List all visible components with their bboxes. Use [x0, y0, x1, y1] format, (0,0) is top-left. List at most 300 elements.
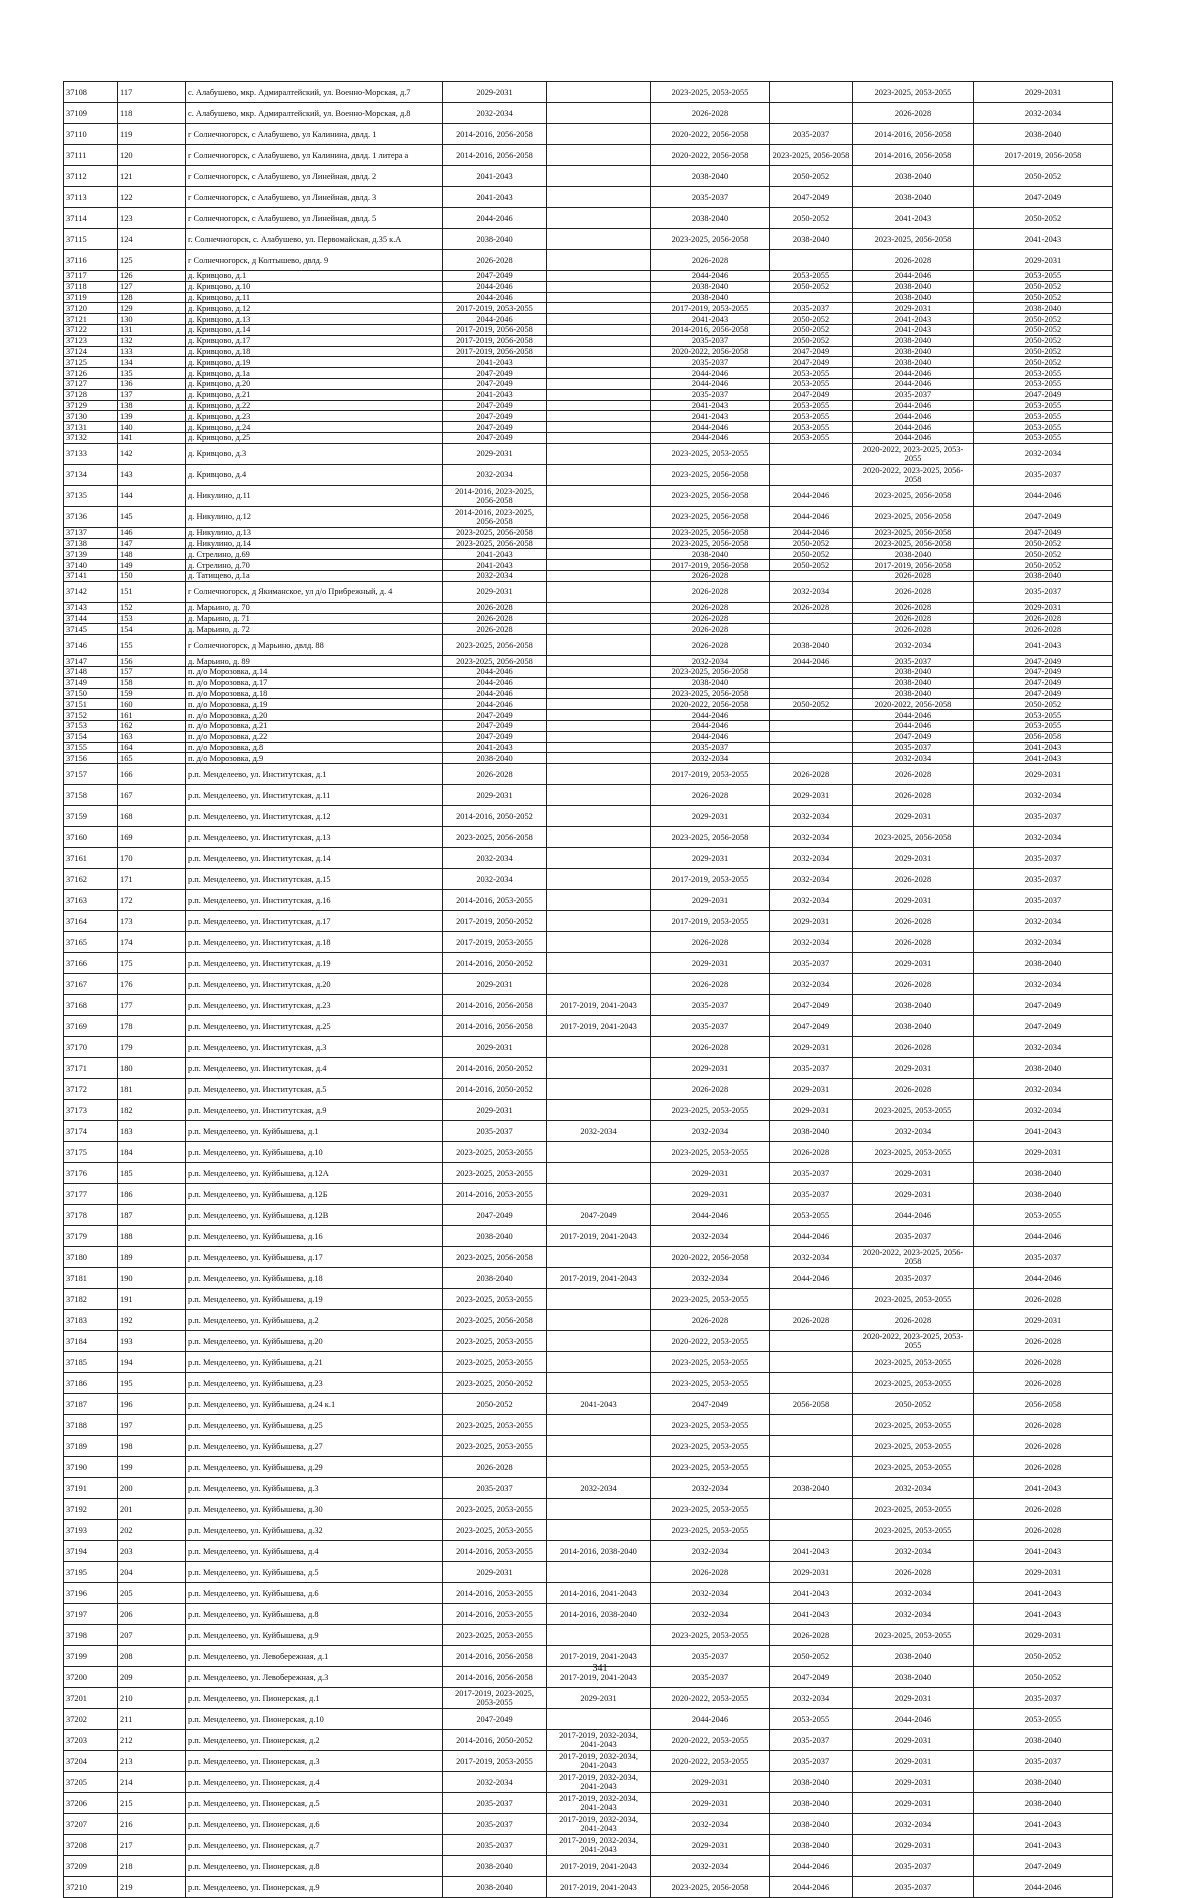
- period-col-7: 2044-2046: [770, 656, 853, 667]
- period-col-8: 2038-2040: [853, 688, 974, 699]
- period-col-7: 2041-2043: [770, 1604, 853, 1625]
- row-number-cell: 152: [118, 602, 186, 613]
- period-col-9: 2038-2040: [974, 1772, 1113, 1793]
- period-col-5: [547, 1331, 651, 1352]
- table-row: [64, 742, 1113, 753]
- period-col-4: 2038-2040: [443, 1226, 547, 1247]
- period-col-5: [547, 806, 651, 827]
- table-row: [64, 124, 1113, 145]
- table-row: [64, 103, 1113, 124]
- period-col-8: 2023-2025, 2056-2058: [853, 485, 974, 506]
- period-col-4: 2023-2025, 2053-2055: [443, 1352, 547, 1373]
- row-id-cell: 37109: [64, 103, 118, 124]
- table-row: [64, 1142, 1113, 1163]
- table-row: [64, 666, 1113, 677]
- table-row: [64, 1856, 1113, 1877]
- period-col-6: 2020-2022, 2056-2058: [651, 699, 770, 710]
- period-col-9: 2032-2034: [974, 974, 1113, 995]
- period-col-5: [547, 1142, 651, 1163]
- table-row: [64, 635, 1113, 656]
- table-row: [64, 1520, 1113, 1541]
- period-col-9: 2047-2049: [974, 677, 1113, 688]
- row-id-cell: 37199: [64, 1646, 118, 1667]
- address-cell: г Солнечногорск, с Алабушево, ул Линейная, двлд. 3: [186, 187, 443, 208]
- period-col-7: 2035-2037: [770, 1163, 853, 1184]
- period-col-9: 2053-2055: [974, 422, 1113, 433]
- row-number-cell: 190: [118, 1268, 186, 1289]
- row-number-cell: 141: [118, 432, 186, 443]
- period-col-9: 2035-2037: [974, 1247, 1113, 1268]
- period-col-5: [547, 613, 651, 624]
- row-id-cell: 37185: [64, 1352, 118, 1373]
- row-number-cell: 132: [118, 335, 186, 346]
- row-id-cell: 37129: [64, 400, 118, 411]
- period-col-6: 2023-2025, 2056-2058: [651, 538, 770, 549]
- period-col-6: 2023-2025, 2056-2058: [651, 688, 770, 699]
- row-number-cell: 173: [118, 911, 186, 932]
- period-col-7: 2035-2037: [770, 124, 853, 145]
- period-col-8: 2026-2028: [853, 103, 974, 124]
- row-number-cell: 170: [118, 848, 186, 869]
- period-col-9: 2029-2031: [974, 1142, 1113, 1163]
- row-id-cell: 37111: [64, 145, 118, 166]
- period-col-6: 2047-2049: [651, 1394, 770, 1415]
- period-col-8: 2026-2028: [853, 785, 974, 806]
- period-col-8: 2038-2040: [853, 549, 974, 560]
- period-col-6: 2032-2034: [651, 1121, 770, 1142]
- table-row: [64, 1709, 1113, 1730]
- row-id-cell: 37142: [64, 581, 118, 602]
- period-col-9: 2041-2043: [974, 742, 1113, 753]
- row-id-cell: 37136: [64, 506, 118, 527]
- period-col-8: 2038-2040: [853, 1667, 974, 1688]
- period-col-4: 2044-2046: [443, 688, 547, 699]
- row-id-cell: 37201: [64, 1688, 118, 1709]
- row-number-cell: 171: [118, 869, 186, 890]
- row-number-cell: 215: [118, 1793, 186, 1814]
- period-col-6: 2038-2040: [651, 208, 770, 229]
- period-col-6: 2041-2043: [651, 400, 770, 411]
- row-number-cell: 195: [118, 1373, 186, 1394]
- row-number-cell: 197: [118, 1415, 186, 1436]
- period-col-5: [547, 890, 651, 911]
- period-col-7: 2053-2055: [770, 368, 853, 379]
- period-col-4: 2014-2016, 2050-2052: [443, 806, 547, 827]
- period-col-5: 2017-2019, 2041-2043: [547, 1646, 651, 1667]
- address-cell: п. д/о Морозовка, д.17: [186, 677, 443, 688]
- address-cell: п. д/о Морозовка, д.14: [186, 666, 443, 677]
- period-col-5: [547, 1247, 651, 1268]
- table-row: [64, 1058, 1113, 1079]
- period-col-7: 2044-2046: [770, 1226, 853, 1247]
- address-cell: р.п. Менделеево, ул. Куйбышева, д.17: [186, 1247, 443, 1268]
- address-cell: р.п. Менделеево, ул. Левобережная, д.1: [186, 1646, 443, 1667]
- row-number-cell: 205: [118, 1583, 186, 1604]
- period-col-6: 2044-2046: [651, 1709, 770, 1730]
- period-col-8: 2047-2049: [853, 731, 974, 742]
- period-col-9: 2050-2052: [974, 549, 1113, 560]
- row-number-cell: 149: [118, 560, 186, 571]
- period-col-9: 2044-2046: [974, 1268, 1113, 1289]
- period-col-6: 2032-2034: [651, 1541, 770, 1562]
- period-col-4: 2026-2028: [443, 613, 547, 624]
- period-col-4: 2044-2046: [443, 292, 547, 303]
- period-col-8: 2023-2025, 2053-2055: [853, 1520, 974, 1541]
- period-col-6: 2020-2022, 2056-2058: [651, 1247, 770, 1268]
- address-cell: р.п. Менделеево, ул. Пионерская, д.8: [186, 1856, 443, 1877]
- row-id-cell: 37170: [64, 1037, 118, 1058]
- table-row: [64, 1604, 1113, 1625]
- row-number-cell: 169: [118, 827, 186, 848]
- period-col-8: 2023-2025, 2053-2055: [853, 1457, 974, 1478]
- table-row: [64, 699, 1113, 710]
- address-cell: р.п. Менделеево, ул. Институтская, д.18: [186, 932, 443, 953]
- period-col-7: 2038-2040: [770, 635, 853, 656]
- period-col-6: 2023-2025, 2053-2055: [651, 1520, 770, 1541]
- period-col-4: 2041-2043: [443, 166, 547, 187]
- period-col-6: 2014-2016, 2056-2058: [651, 324, 770, 335]
- period-col-8: 2035-2037: [853, 656, 974, 667]
- period-col-6: 2032-2034: [651, 1604, 770, 1625]
- period-col-7: 2053-2055: [770, 432, 853, 443]
- row-id-cell: 37147: [64, 656, 118, 667]
- period-col-8: 2044-2046: [853, 400, 974, 411]
- table-row: [64, 432, 1113, 443]
- period-col-7: 2053-2055: [770, 378, 853, 389]
- period-col-4: 2032-2034: [443, 570, 547, 581]
- row-id-cell: 37164: [64, 911, 118, 932]
- table-row: [64, 806, 1113, 827]
- period-col-8: 2020-2022, 2023-2025, 2053-2055: [853, 1331, 974, 1352]
- row-number-cell: 163: [118, 731, 186, 742]
- period-col-4: 2014-2016, 2056-2058: [443, 995, 547, 1016]
- table-row: [64, 1730, 1113, 1751]
- period-col-4: 2026-2028: [443, 250, 547, 271]
- row-id-cell: 37146: [64, 635, 118, 656]
- period-col-5: [547, 974, 651, 995]
- period-col-8: 2026-2028: [853, 1562, 974, 1583]
- table-row: [64, 560, 1113, 571]
- table-row: [64, 538, 1113, 549]
- table-row: [64, 1415, 1113, 1436]
- row-id-cell: 37204: [64, 1751, 118, 1772]
- table-row: [64, 1373, 1113, 1394]
- period-col-8: 2044-2046: [853, 720, 974, 731]
- row-number-cell: 145: [118, 506, 186, 527]
- period-col-7: 2032-2034: [770, 806, 853, 827]
- table-row: [64, 1100, 1113, 1121]
- address-cell: р.п. Менделеево, ул. Куйбышева, д.19: [186, 1289, 443, 1310]
- period-col-7: 2038-2040: [770, 229, 853, 250]
- period-col-8: 2038-2040: [853, 187, 974, 208]
- period-col-5: [547, 292, 651, 303]
- period-col-5: 2017-2019, 2032-2034, 2041-2043: [547, 1814, 651, 1835]
- period-col-5: [547, 1709, 651, 1730]
- period-col-5: 2017-2019, 2041-2043: [547, 1877, 651, 1898]
- address-cell: р.п. Менделеево, ул. Пионерская, д.2: [186, 1730, 443, 1751]
- table-row: [64, 303, 1113, 314]
- row-id-cell: 37123: [64, 335, 118, 346]
- row-id-cell: 37184: [64, 1331, 118, 1352]
- period-col-6: 2044-2046: [651, 422, 770, 433]
- row-number-cell: 146: [118, 527, 186, 538]
- period-col-5: [547, 699, 651, 710]
- period-col-7: [770, 677, 853, 688]
- table-row: [64, 581, 1113, 602]
- period-col-8: 2038-2040: [853, 357, 974, 368]
- row-number-cell: 123: [118, 208, 186, 229]
- period-col-9: 2053-2055: [974, 1709, 1113, 1730]
- address-cell: с. Алабушево, мкр. Адмиралтейский, ул. Военно-Морская, д.8: [186, 103, 443, 124]
- row-id-cell: 37167: [64, 974, 118, 995]
- period-col-4: 2047-2049: [443, 400, 547, 411]
- period-col-5: [547, 1436, 651, 1457]
- period-col-6: 2035-2037: [651, 389, 770, 400]
- period-col-8: 2023-2025, 2053-2055: [853, 82, 974, 103]
- row-id-cell: 37189: [64, 1436, 118, 1457]
- period-col-6: 2044-2046: [651, 731, 770, 742]
- period-col-4: 2029-2031: [443, 1562, 547, 1583]
- address-cell: д. Кривцово, д.1: [186, 271, 443, 282]
- period-col-9: 2035-2037: [974, 1751, 1113, 1772]
- period-col-7: 2032-2034: [770, 827, 853, 848]
- row-id-cell: 37165: [64, 932, 118, 953]
- period-col-8: 2026-2028: [853, 581, 974, 602]
- row-number-cell: 153: [118, 613, 186, 624]
- period-col-4: 2023-2025, 2053-2055: [443, 1163, 547, 1184]
- period-col-5: [547, 710, 651, 721]
- address-cell: д. Стрелино, д.70: [186, 560, 443, 571]
- address-cell: р.п. Менделеево, ул. Пионерская, д.6: [186, 1814, 443, 1835]
- period-col-7: 2035-2037: [770, 953, 853, 974]
- period-col-7: 2041-2043: [770, 1541, 853, 1562]
- period-col-4: 2041-2043: [443, 187, 547, 208]
- row-number-cell: 126: [118, 271, 186, 282]
- period-col-8: 2026-2028: [853, 613, 974, 624]
- period-col-5: [547, 742, 651, 753]
- period-col-6: 2026-2028: [651, 932, 770, 953]
- period-col-4: 2026-2028: [443, 764, 547, 785]
- address-cell: д. Кривцово, д.10: [186, 281, 443, 292]
- period-col-7: 2026-2028: [770, 764, 853, 785]
- period-col-5: [547, 1562, 651, 1583]
- period-col-7: [770, 710, 853, 721]
- period-col-8: 2035-2037: [853, 1877, 974, 1898]
- row-id-cell: 37176: [64, 1163, 118, 1184]
- period-col-5: [547, 187, 651, 208]
- period-col-9: 2047-2049: [974, 666, 1113, 677]
- row-number-cell: 154: [118, 624, 186, 635]
- period-col-6: 2020-2022, 2056-2058: [651, 124, 770, 145]
- address-cell: д. Никулино, д.13: [186, 527, 443, 538]
- period-col-5: [547, 281, 651, 292]
- period-col-7: [770, 570, 853, 581]
- period-col-7: 2026-2028: [770, 1142, 853, 1163]
- address-cell: р.п. Менделеево, ул. Куйбышева, д.21: [186, 1352, 443, 1373]
- row-number-cell: 157: [118, 666, 186, 677]
- row-id-cell: 37188: [64, 1415, 118, 1436]
- period-col-5: [547, 1079, 651, 1100]
- period-col-4: 2038-2040: [443, 753, 547, 764]
- period-col-4: 2014-2016, 2056-2058: [443, 124, 547, 145]
- row-number-cell: 194: [118, 1352, 186, 1373]
- period-col-8: 2035-2037: [853, 389, 974, 400]
- period-col-6: 2041-2043: [651, 314, 770, 325]
- period-col-4: 2047-2049: [443, 1709, 547, 1730]
- table-row: [64, 1289, 1113, 1310]
- row-number-cell: 139: [118, 411, 186, 422]
- period-col-9: 2056-2058: [974, 1394, 1113, 1415]
- period-col-4: 2014-2016, 2050-2052: [443, 1058, 547, 1079]
- row-number-cell: 127: [118, 281, 186, 292]
- address-cell: р.п. Менделеево, ул. Институтская, д.12: [186, 806, 443, 827]
- period-col-5: [547, 538, 651, 549]
- period-col-9: 2044-2046: [974, 485, 1113, 506]
- period-col-7: [770, 1331, 853, 1352]
- row-id-cell: 37126: [64, 368, 118, 379]
- table-row: [64, 1541, 1113, 1562]
- address-cell: р.п. Менделеево, ул. Куйбышева, д.24 к.1: [186, 1394, 443, 1415]
- address-cell: р.п. Менделеево, ул. Институтская, д.9: [186, 1100, 443, 1121]
- row-number-cell: 147: [118, 538, 186, 549]
- period-col-4: 2047-2049: [443, 368, 547, 379]
- row-number-cell: 189: [118, 1247, 186, 1268]
- period-col-4: 2029-2031: [443, 443, 547, 464]
- period-col-4: 2023-2025, 2053-2055: [443, 1625, 547, 1646]
- table-row: [64, 602, 1113, 613]
- period-col-4: 2029-2031: [443, 1100, 547, 1121]
- table-row: [64, 400, 1113, 411]
- period-col-7: 2053-2055: [770, 422, 853, 433]
- table-row: [64, 1625, 1113, 1646]
- period-col-7: [770, 1373, 853, 1394]
- period-col-8: 2041-2043: [853, 324, 974, 335]
- period-col-6: 2044-2046: [651, 368, 770, 379]
- period-col-8: 2020-2022, 2056-2058: [853, 699, 974, 710]
- row-number-cell: 122: [118, 187, 186, 208]
- row-number-cell: 182: [118, 1100, 186, 1121]
- period-col-4: 2017-2019, 2056-2058: [443, 346, 547, 357]
- period-col-5: [547, 688, 651, 699]
- period-col-4: 2026-2028: [443, 624, 547, 635]
- period-col-6: 2023-2025, 2053-2055: [651, 1436, 770, 1457]
- period-col-8: 2026-2028: [853, 932, 974, 953]
- period-col-6: 2023-2025, 2053-2055: [651, 82, 770, 103]
- address-cell: р.п. Менделеево, ул. Куйбышева, д.8: [186, 1604, 443, 1625]
- address-cell: р.п. Менделеево, ул. Институтская, д.3: [186, 1037, 443, 1058]
- period-col-8: 2032-2034: [853, 1583, 974, 1604]
- period-col-9: 2026-2028: [974, 1352, 1113, 1373]
- period-col-8: 2044-2046: [853, 1205, 974, 1226]
- period-col-8: 2029-2031: [853, 953, 974, 974]
- address-cell: п. д/о Морозовка, д.22: [186, 731, 443, 742]
- period-col-9: 2050-2052: [974, 335, 1113, 346]
- period-col-9: 2038-2040: [974, 1058, 1113, 1079]
- period-col-8: 2044-2046: [853, 378, 974, 389]
- row-id-cell: 37158: [64, 785, 118, 806]
- table-row: [64, 848, 1113, 869]
- period-col-7: [770, 1415, 853, 1436]
- row-id-cell: 37157: [64, 764, 118, 785]
- address-cell: р.п. Менделеево, ул. Куйбышева, д.29: [186, 1457, 443, 1478]
- period-col-7: 2050-2052: [770, 208, 853, 229]
- table-row: [64, 292, 1113, 303]
- period-col-9: 2050-2052: [974, 208, 1113, 229]
- document-table-container: [63, 81, 1112, 1898]
- address-cell: р.п. Менделеево, ул. Институтская, д.15: [186, 869, 443, 890]
- address-cell: р.п. Менделеево, ул. Институтская, д.23: [186, 995, 443, 1016]
- period-col-7: [770, 720, 853, 731]
- address-cell: р.п. Менделеево, ул. Куйбышева, д.9: [186, 1625, 443, 1646]
- table-row: [64, 995, 1113, 1016]
- row-number-cell: 117: [118, 82, 186, 103]
- row-number-cell: 177: [118, 995, 186, 1016]
- period-col-4: 2026-2028: [443, 1457, 547, 1478]
- period-col-6: 2017-2019, 2053-2055: [651, 869, 770, 890]
- table-row: [64, 911, 1113, 932]
- row-id-cell: 37197: [64, 1604, 118, 1625]
- row-id-cell: 37180: [64, 1247, 118, 1268]
- period-col-9: 2029-2031: [974, 82, 1113, 103]
- period-col-8: 2029-2031: [853, 1730, 974, 1751]
- row-number-cell: 140: [118, 422, 186, 433]
- row-number-cell: 175: [118, 953, 186, 974]
- period-col-8: 2020-2022, 2023-2025, 2056-2058: [853, 464, 974, 485]
- period-col-6: 2026-2028: [651, 635, 770, 656]
- period-col-9: 2053-2055: [974, 720, 1113, 731]
- row-number-cell: 174: [118, 932, 186, 953]
- period-col-6: 2041-2043: [651, 411, 770, 422]
- table-row: [64, 1688, 1113, 1709]
- period-col-5: [547, 422, 651, 433]
- period-col-5: [547, 250, 651, 271]
- period-col-7: [770, 753, 853, 764]
- period-col-4: 2014-2016, 2056-2058: [443, 1016, 547, 1037]
- period-col-5: [547, 560, 651, 571]
- period-col-9: 2038-2040: [974, 570, 1113, 581]
- address-cell: р.п. Менделеево, ул. Куйбышева, д.12Б: [186, 1184, 443, 1205]
- period-col-5: [547, 378, 651, 389]
- row-id-cell: 37148: [64, 666, 118, 677]
- period-col-7: 2050-2052: [770, 166, 853, 187]
- address-cell: р.п. Менделеево, ул. Институтская, д.19: [186, 953, 443, 974]
- table-row: [64, 208, 1113, 229]
- row-id-cell: 37191: [64, 1478, 118, 1499]
- row-id-cell: 37116: [64, 250, 118, 271]
- period-col-8: 2026-2028: [853, 911, 974, 932]
- table-row: [64, 1352, 1113, 1373]
- period-col-6: 2026-2028: [651, 581, 770, 602]
- period-col-8: 2038-2040: [853, 281, 974, 292]
- table-row: [64, 1037, 1113, 1058]
- period-col-9: 2050-2052: [974, 1646, 1113, 1667]
- period-col-5: [547, 602, 651, 613]
- table-row: [64, 764, 1113, 785]
- row-id-cell: 37141: [64, 570, 118, 581]
- table-row: [64, 1184, 1113, 1205]
- period-col-4: 2038-2040: [443, 1268, 547, 1289]
- period-col-9: 2038-2040: [974, 124, 1113, 145]
- address-cell: г Солнечногорск, д Колтышево, двлд. 9: [186, 250, 443, 271]
- period-col-6: 2020-2022, 2056-2058: [651, 346, 770, 357]
- period-col-6: 2023-2025, 2056-2058: [651, 229, 770, 250]
- row-id-cell: 37113: [64, 187, 118, 208]
- address-cell: р.п. Менделеево, ул. Куйбышева, д.4: [186, 1541, 443, 1562]
- period-col-9: 2029-2031: [974, 602, 1113, 613]
- period-col-9: 2047-2049: [974, 656, 1113, 667]
- row-number-cell: 151: [118, 581, 186, 602]
- period-col-5: 2017-2019, 2032-2034, 2041-2043: [547, 1793, 651, 1814]
